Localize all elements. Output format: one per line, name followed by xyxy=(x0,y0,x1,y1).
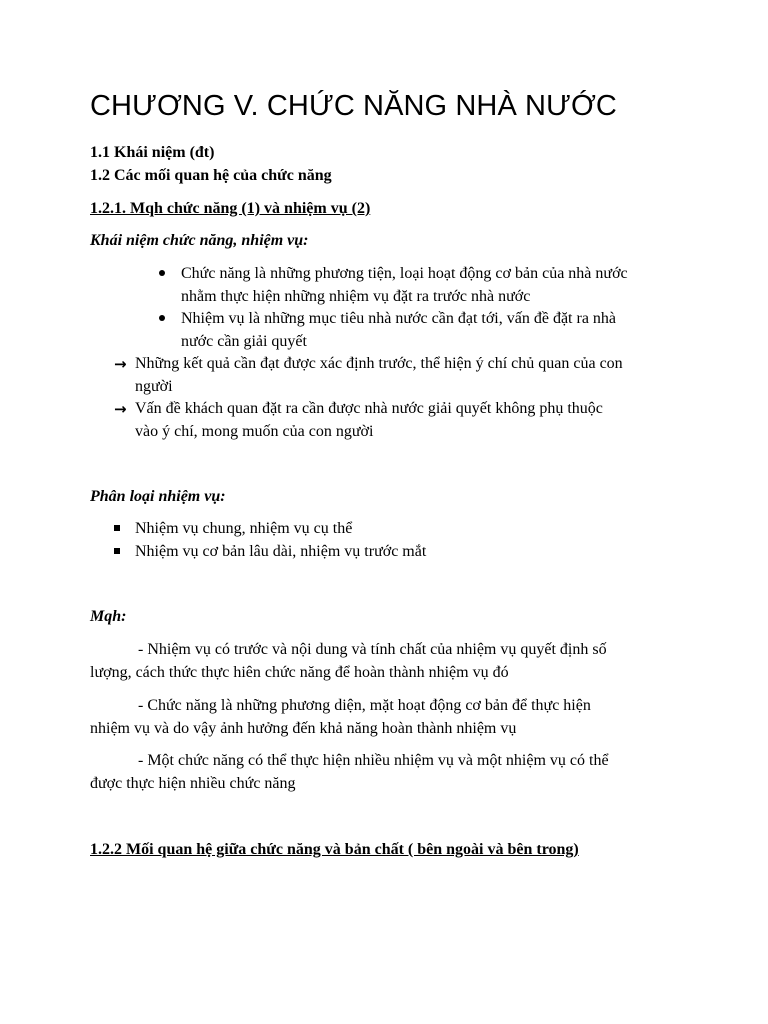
arrow-right-icon: → xyxy=(114,355,127,373)
mqh-label: Mqh: xyxy=(90,608,127,625)
list-item-continued: nhằm thực hiện những nhiệm vụ đặt ra trước nhà nước xyxy=(181,288,531,305)
mqh-paragraph: - Chức năng là những phương diện, mặt hoạt động cơ bản để thực hiện xyxy=(138,697,591,714)
arrow-item-continued: người xyxy=(135,378,173,395)
list-item: Nhiệm vụ cơ bản lâu dài, nhiệm vụ trước mắt xyxy=(135,543,427,560)
round-bullet-icon xyxy=(159,315,165,321)
list-item-continued: nước cần giải quyết xyxy=(181,333,307,350)
square-bullet-icon xyxy=(114,525,120,531)
mqh-paragraph: - Nhiệm vụ có trước và nội dung và tính chất của nhiệm vụ quyết định số xyxy=(138,641,607,658)
concept-label: Khái niệm chức năng, nhiệm vụ: xyxy=(90,232,309,249)
heading-1-1: 1.1 Khái niệm (đt) xyxy=(90,144,215,161)
heading-1-2-1: 1.2.1. Mqh chức năng (1) và nhiệm vụ (2) xyxy=(90,200,371,217)
mqh-paragraph-continued: lượng, cách thức thực hiên chức năng để hoàn thành nhiệm vụ đó xyxy=(90,664,509,681)
list-item: Nhiệm vụ chung, nhiệm vụ cụ thể xyxy=(135,520,353,537)
arrow-item: Vấn đề khách quan đặt ra cần được nhà nước giải quyết không phụ thuộc xyxy=(135,400,603,417)
heading-1-2-2: 1.2.2 Mối quan hệ giữa chức năng và bản chất ( bên ngoài và bên trong) xyxy=(90,841,579,858)
page-title: CHƯƠNG V. CHỨC NĂNG NHÀ NƯỚC xyxy=(90,90,617,122)
arrow-item: Những kết quả cần đạt được xác định trước, thể hiện ý chí chủ quan của con xyxy=(135,355,623,372)
arrow-item-continued: vào ý chí, mong muốn của con người xyxy=(135,423,374,440)
mqh-paragraph: - Một chức năng có thể thực hiện nhiều nhiệm vụ và một nhiệm vụ có thể xyxy=(138,752,609,769)
arrow-right-icon: → xyxy=(114,400,127,418)
round-bullet-icon xyxy=(159,270,165,276)
square-bullet-icon xyxy=(114,548,120,554)
mqh-paragraph-continued: nhiệm vụ và do vậy ảnh hưởng đến khả năng hoàn thành nhiệm vụ xyxy=(90,720,517,737)
list-item: Chức năng là những phương tiện, loại hoạt động cơ bản của nhà nước xyxy=(181,265,628,282)
classification-label: Phân loại nhiệm vụ: xyxy=(90,488,226,505)
heading-1-2: 1.2 Các mối quan hệ của chức năng xyxy=(90,167,332,184)
list-item: Nhiệm vụ là những mục tiêu nhà nước cần đạt tới, vấn đề đặt ra nhà xyxy=(181,310,617,327)
mqh-paragraph-continued: được thực hiện nhiều chức năng xyxy=(90,775,296,792)
